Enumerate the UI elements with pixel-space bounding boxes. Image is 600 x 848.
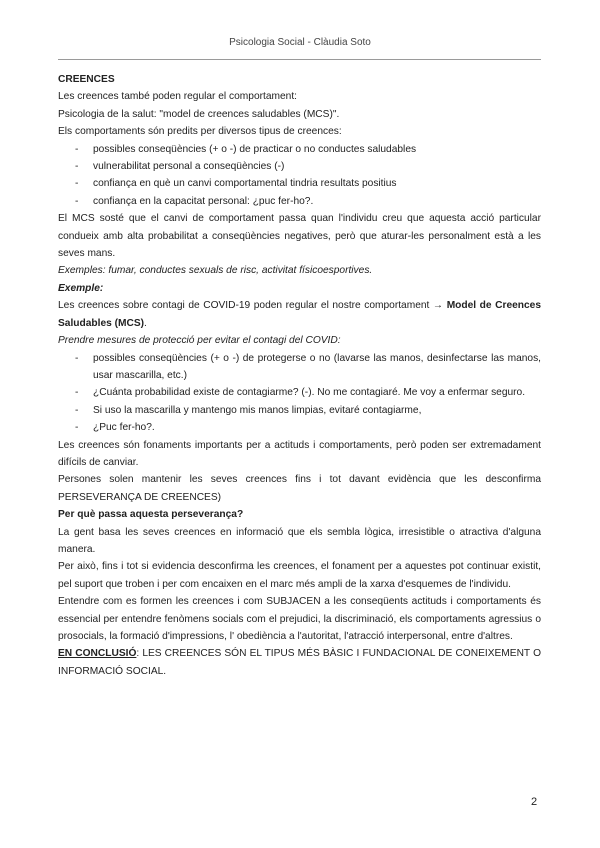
paragraph: Per això, fins i tot si evidencia desconfirma les creences, el fonament per a aquestes pot continuar existit, pel suport que troben i per com encaixen en el marc més ampli de la xarxa d'esquemes de l'individu.	[58, 561, 541, 590]
conclusion-label: EN CONCLUSIÓ	[58, 648, 137, 660]
list-item-text: ¿Cuánta probabilidad existe de contagiarme? (-). No me contagiaré. Me voy a enfermar seguro.	[93, 387, 526, 399]
list-item: - possibles conseqüències (+ o -) de protegerse o no (lavarse las manos, desinfectarse las manos, usar mascarilla, etc.)	[58, 350, 541, 385]
list-item-text: possibles conseqüències (+ o -) de protegerse o no (lavarse las manos, desinfectarse las manos, usar mascarilla, etc.)	[93, 352, 541, 381]
covid-measures-list	[58, 350, 541, 437]
list-item-text: confiança en què un canvi comportamental tindria resultats positius	[93, 178, 397, 190]
section-heading: CREENCES	[58, 74, 115, 85]
list-item-text: possibles conseqüències (+ o -) de practicar o no conductes saludables	[93, 143, 417, 155]
paragraph	[58, 297, 541, 332]
paragraph: La gent basa les seves creences en informació que els sembla lògica, irresistible o atractiva d'alguna manera.	[58, 526, 541, 555]
page-number: 2	[531, 796, 538, 808]
page-header: Psicologia Social - Clàudia Soto	[229, 37, 371, 48]
list-item-text: Si uso la mascarilla y mantengo mis manos limpias, evitaré contagiarme,	[93, 404, 422, 416]
paragraph: Les creences també poden regular el comportament:	[58, 91, 297, 103]
list-item: - ¿Puc fer-ho?.	[58, 419, 541, 436]
model-name: Model de Creences Saludables (MCS)	[58, 300, 541, 329]
list-item: - vulnerabilitat personal a conseqüències (-)	[58, 158, 541, 175]
list-item: - confiança en la capacitat personal: ¿puc fer-ho?.	[58, 193, 541, 210]
paragraph: Les creences són fonaments importants per a actituds i comportaments, però poden ser extremadament difícils de canviar.	[58, 439, 541, 468]
document-body	[58, 71, 541, 680]
paragraph: Entendre com es formen les creences i com SUBJACEN a les conseqüents actituds i comportaments és essencial per entendre fenòmens socials com el prejudici, la discriminació, els comportaments agressius o prosocials, la formació d'impressions, l' obediència a l'autoritat, l'atracció interpersonal, entre d'altres.	[58, 596, 541, 642]
paragraph: Prendre mesures de protecció per evitar el contagi del COVID:	[58, 335, 341, 347]
paragraph: Els comportaments són predits per diversos tipus de creences:	[58, 126, 342, 138]
header-divider	[58, 59, 541, 60]
example-heading: Exemple:	[58, 282, 104, 294]
subheading: Per què passa aquesta perseverança?	[58, 509, 244, 521]
paragraph: El MCS sosté que el canvi de comportament passa quan l'individu creu que aquesta acció particular condueix amb alta probabilitat a conseqüències negatives, però que aturar-les personalment està a les seves mans.	[58, 213, 541, 260]
conclusion-paragraph	[58, 645, 541, 680]
list-item-text: ¿Puc fer-ho?.	[93, 422, 155, 434]
list-item-text: vulnerabilitat personal a conseqüències (-)	[93, 161, 285, 173]
paragraph: Psicologia de la salut: "model de creences saludables (MCS)".	[58, 108, 340, 120]
examples-paragraph: Exemples: fumar, conductes sexuals de risc, activitat físicoesportives.	[58, 265, 373, 277]
list-item-text: confiança en la capacitat personal: ¿puc fer-ho?.	[93, 195, 314, 207]
list-item: - Si uso la mascarilla y mantengo mis manos limpias, evitaré contagiarme,	[58, 402, 541, 419]
list-item: - ¿Cuánta probabilidad existe de contagiarme? (-). No me contagiaré. Me voy a enfermar seguro.	[58, 384, 541, 401]
conclusion-text: : LES CREENCES SÓN EL TIPUS MÉS BÀSIC I FUNDACIONAL DE CONEIXEMENT O INFORMACIÓ SOCIAL.	[58, 648, 541, 677]
belief-types-list	[58, 141, 541, 211]
paragraph: Persones solen mantenir les seves creences fins i tot davant evidència que les desconfirma PERSEVERANÇA DE CREENCES)	[58, 474, 541, 503]
list-item: - confiança en què un canvi comportamental tindria resultats positius	[58, 175, 541, 192]
list-item: - possibles conseqüències (+ o -) de practicar o no conductes saludables	[58, 141, 541, 158]
paragraph-text: Les creences sobre contagi de COVID-19 poden regular el nostre comportament →	[58, 300, 444, 312]
paragraph-text: .	[144, 317, 147, 329]
